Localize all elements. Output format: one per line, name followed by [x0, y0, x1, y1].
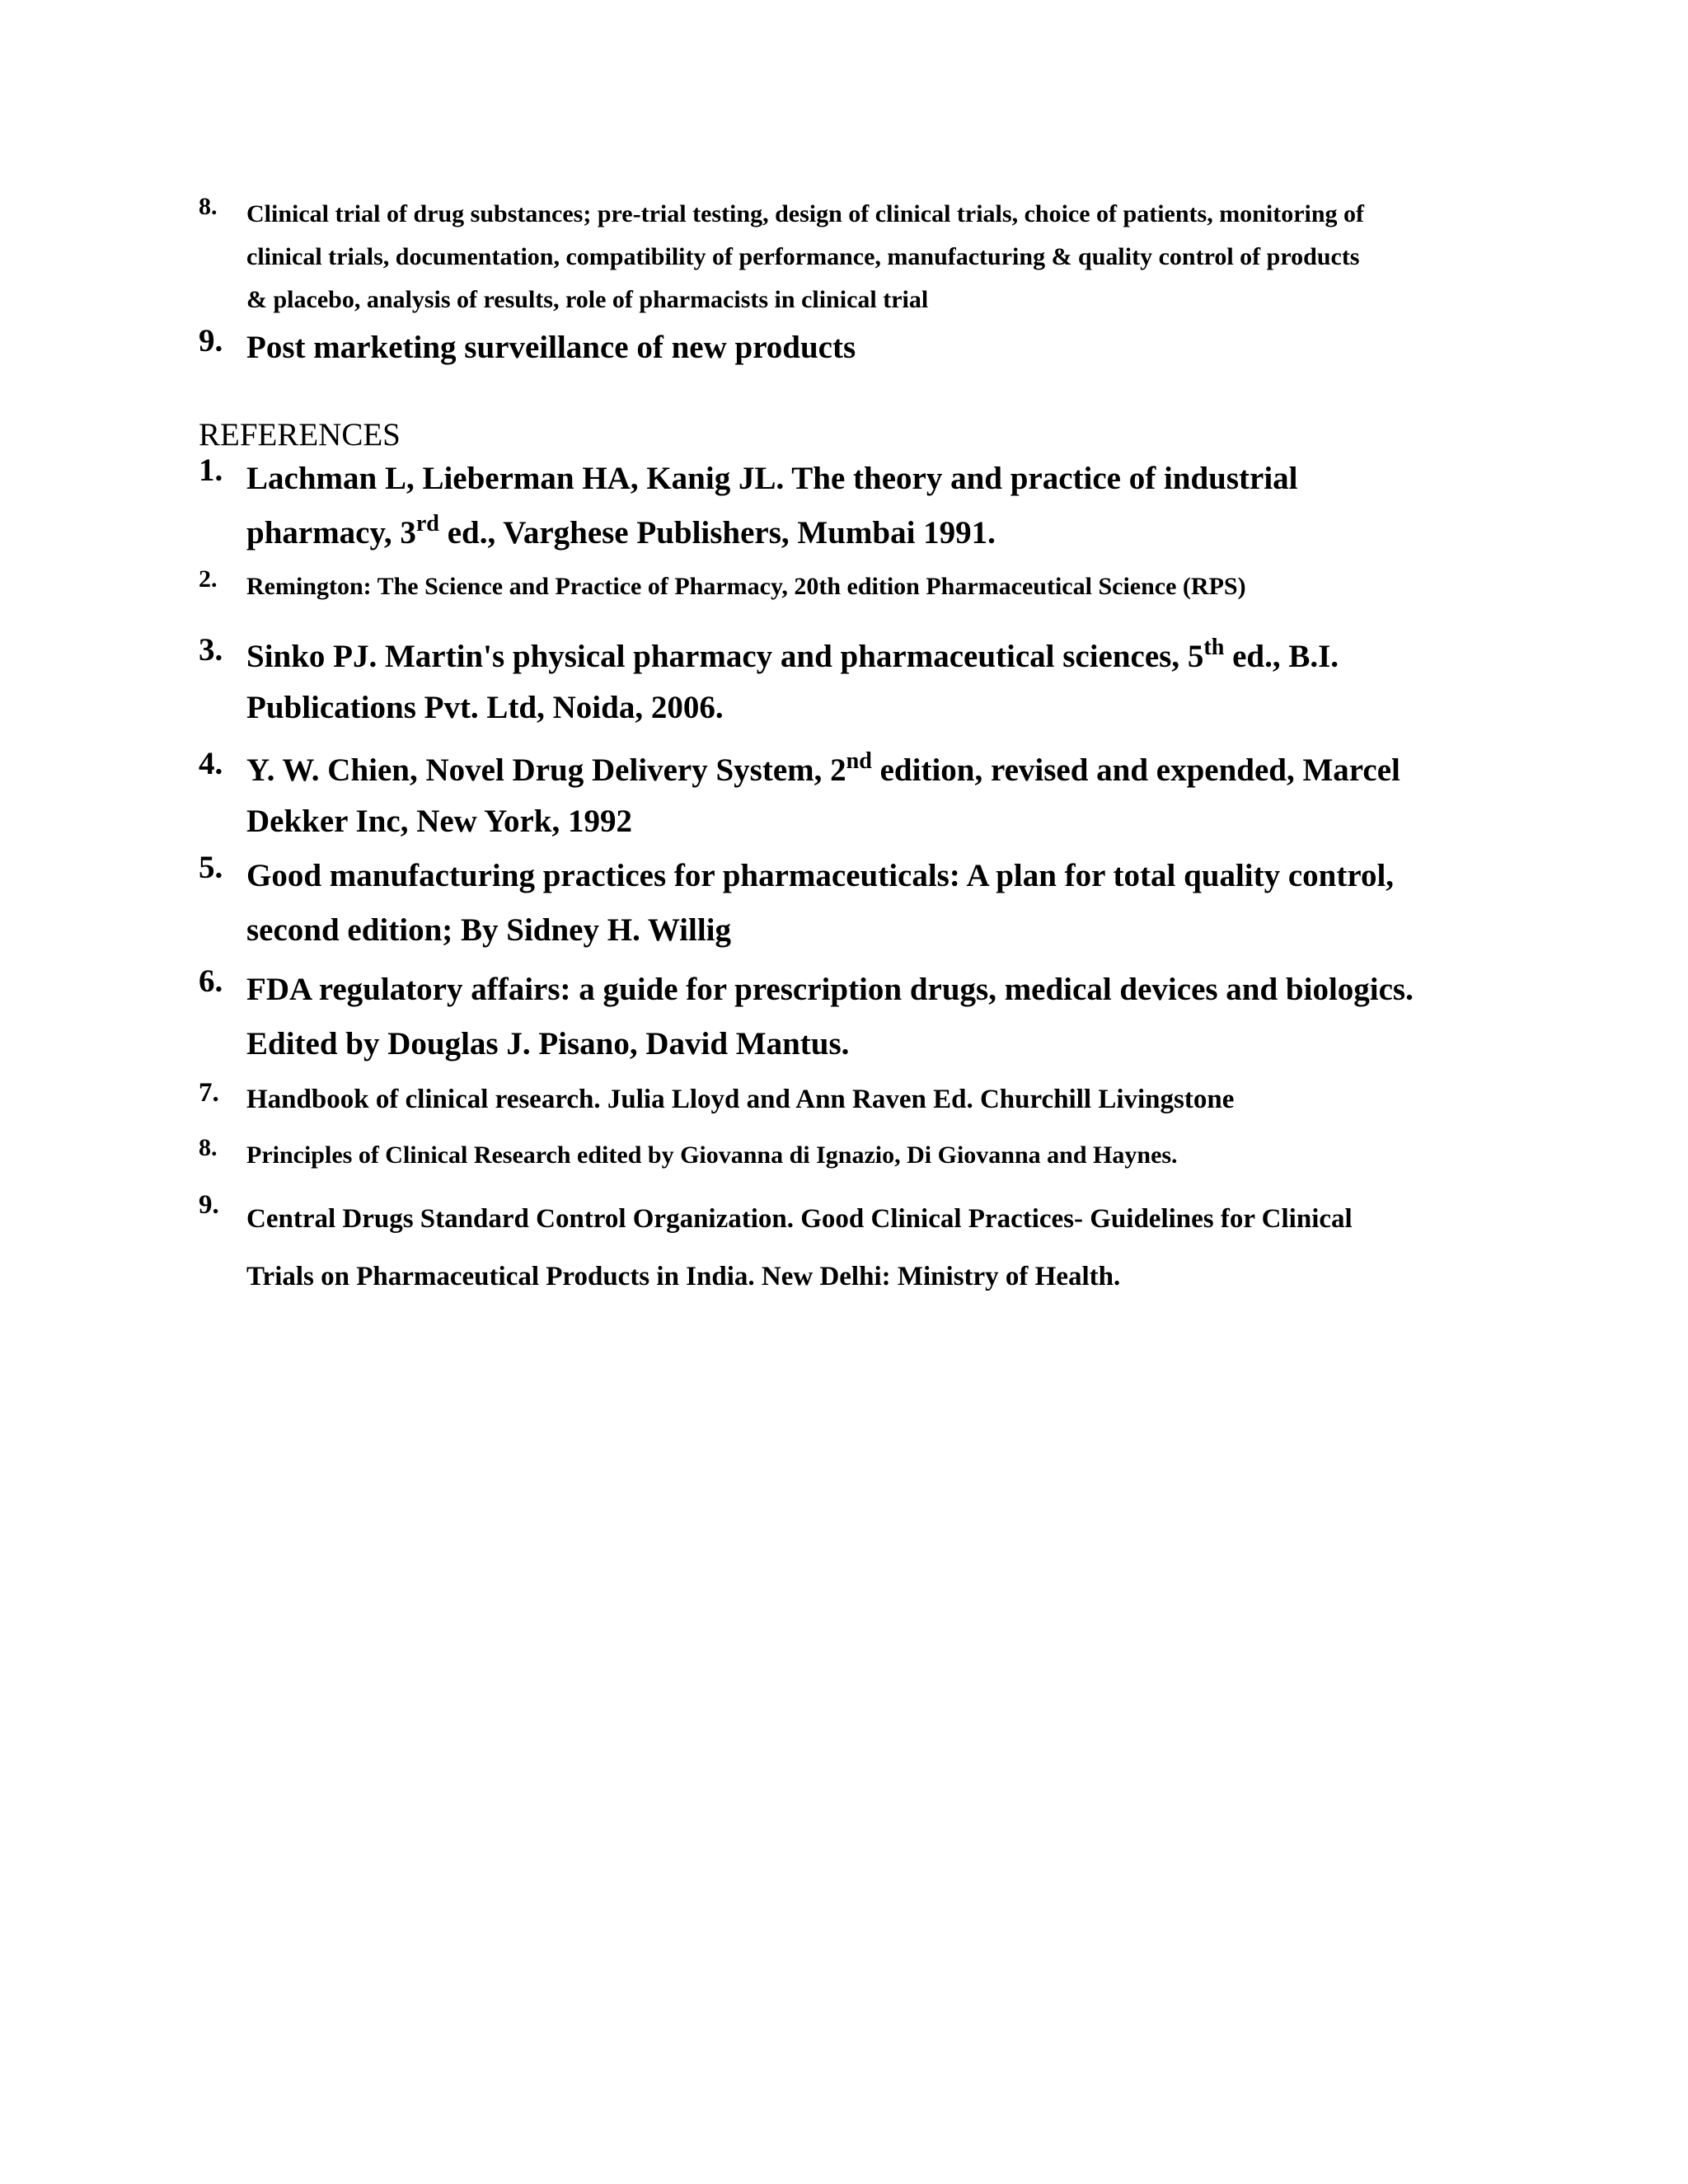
reference-number: 3.	[199, 632, 223, 668]
topic-text	[246, 193, 1532, 321]
reference-text	[246, 1134, 1532, 1177]
reference-text	[246, 565, 1532, 608]
reference-line: second edition; By Sidney H. Willig	[246, 912, 732, 948]
reference-line: FDA regulatory affairs: a guide for prescription drugs, medical devices and biologics.	[246, 972, 1414, 1007]
reference-line: Edited by Douglas J. Pisano, David Mantus.	[246, 1026, 850, 1062]
reference-text	[246, 1190, 1532, 1305]
reference-number: 4.	[199, 746, 223, 781]
reference-text	[246, 452, 1532, 560]
reference-number: 9.	[199, 1190, 219, 1220]
reference-number: 8.	[199, 1134, 218, 1161]
references-heading: REFERENCES	[199, 417, 401, 452]
topic-text	[246, 322, 1532, 373]
topic-line: Post marketing surveillance of new products	[246, 330, 856, 365]
topic-line: & placebo, analysis of results, role of pharmacists in clinical trial	[246, 286, 929, 313]
reference-text	[246, 631, 1532, 733]
reference-line: Publications Pvt. Ltd, Noida, 2006.	[246, 690, 724, 725]
topic-number: 8.	[199, 193, 218, 220]
reference-line: Principles of Clinical Research edited by Giovanna di Ignazio, Di Giovanna and Haynes.	[246, 1141, 1178, 1169]
topic-line: Clinical trial of drug substances; pre-trial testing, design of clinical trials, choice of patients, monitoring of	[246, 200, 1365, 227]
reference-text	[246, 745, 1532, 847]
reference-number: 5.	[199, 850, 223, 885]
reference-line: Handbook of clinical research. Julia Lloyd and Ann Raven Ed. Churchill Livingstone	[246, 1085, 1235, 1114]
reference-text	[246, 963, 1532, 1071]
superscript: th	[1203, 634, 1225, 660]
superscript: nd	[846, 748, 872, 774]
reference-text	[246, 1078, 1532, 1121]
topic-number: 9.	[199, 323, 223, 359]
reference-line: pharmacy, 3rd ed., Varghese Publishers, Mumbai 1991.	[246, 510, 996, 551]
superscript: rd	[415, 510, 439, 537]
reference-line: Trials on Pharmaceutical Products in India. New Delhi: Ministry of Health.	[246, 1262, 1121, 1291]
reference-number: 7.	[199, 1078, 219, 1108]
reference-line: Central Drugs Standard Control Organization. Good Clinical Practices- Guidelines for Clinical	[246, 1204, 1353, 1234]
reference-line: Good manufacturing practices for pharmaceuticals: A plan for total quality control,	[246, 858, 1395, 893]
reference-line: Dekker Inc, New York, 1992	[246, 804, 632, 839]
reference-number: 6.	[199, 963, 223, 999]
reference-number: 2.	[199, 565, 218, 593]
reference-text	[246, 849, 1532, 958]
reference-line: Lachman L, Lieberman HA, Kanig JL. The theory and practice of industrial	[246, 461, 1298, 496]
reference-line: Y. W. Chien, Novel Drug Delivery System, 2nd edition, revised and expended, Marcel	[246, 748, 1400, 788]
topic-line: clinical trials, documentation, compatibility of performance, manufacturing & quality control of products	[246, 243, 1360, 270]
reference-line: Remington: The Science and Practice of Pharmacy, 20th edition Pharmaceutical Science (RPS)	[246, 573, 1246, 600]
reference-number: 1.	[199, 452, 223, 488]
reference-line: Sinko PJ. Martin's physical pharmacy and pharmaceutical sciences, 5th ed., B.I.	[246, 634, 1339, 674]
